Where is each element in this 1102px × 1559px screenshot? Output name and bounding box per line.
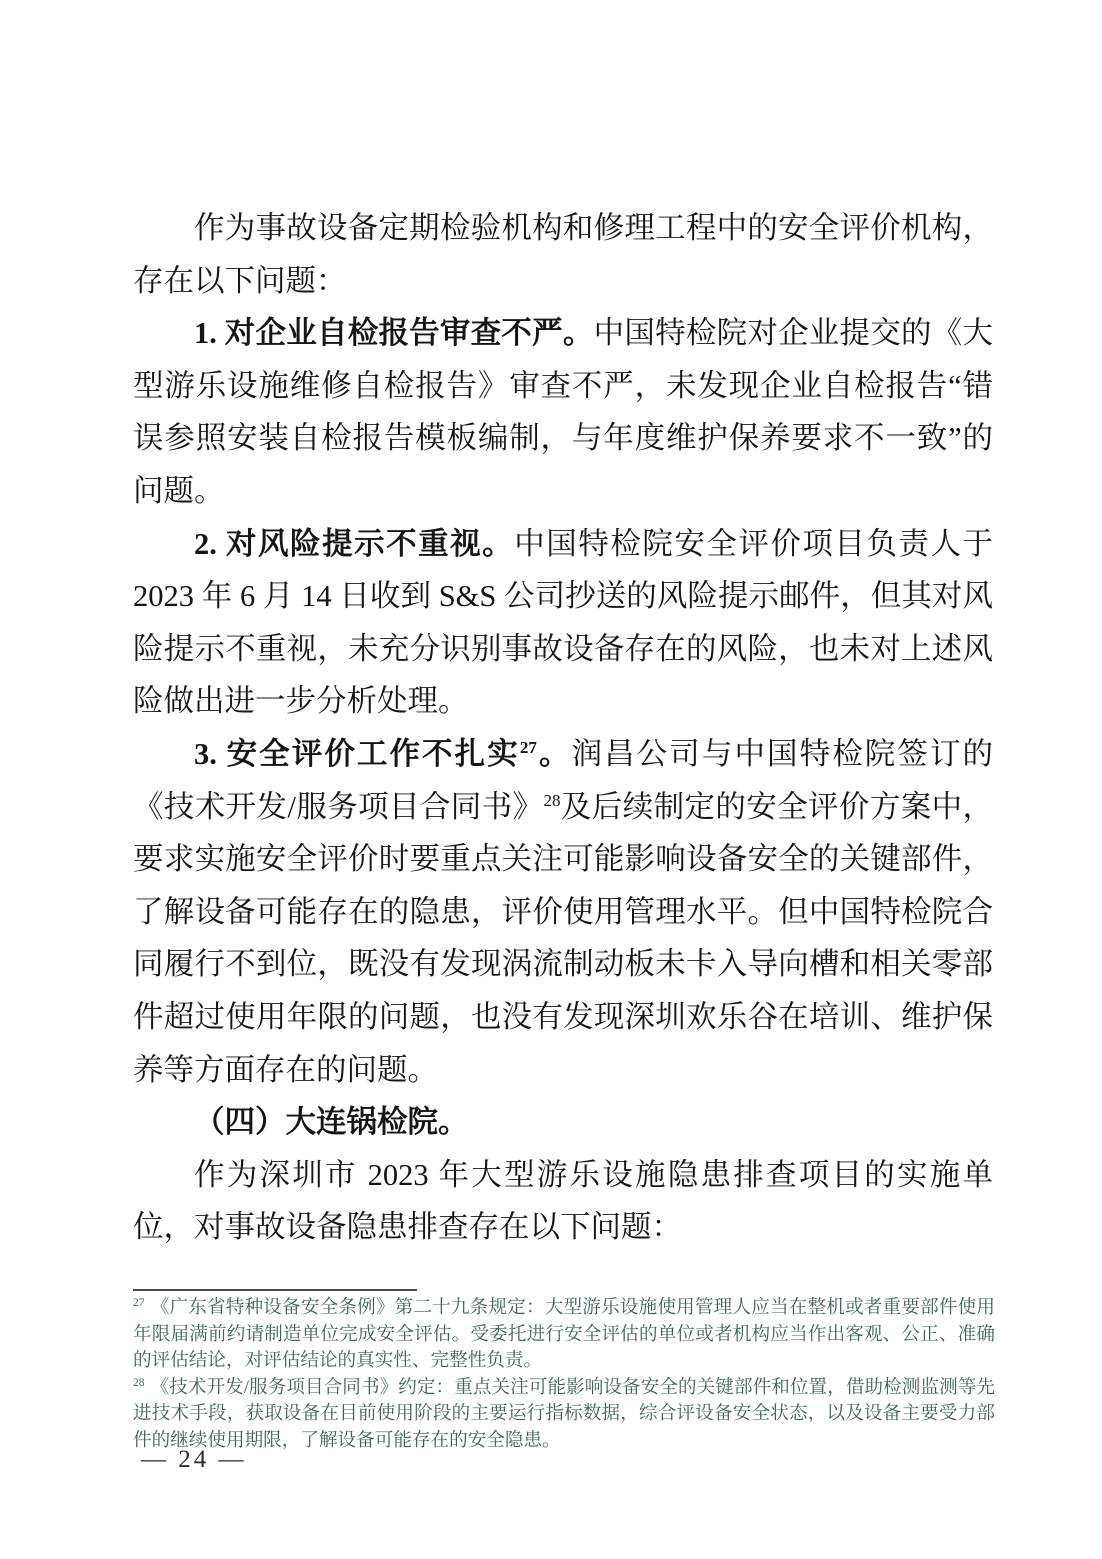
item1-lead: 1. 对企业自检报告审查不严。 — [194, 316, 594, 351]
item1-text: 中国特检院对企业提交的《大型游乐设施维修自检报告》审查不严，未发现企业自检报告“错误参照安装自检报告模板编制，与年度维护保养要求不一致”的问题。 — [133, 316, 994, 508]
footnote-28 — [133, 1375, 995, 1455]
item3-lead-period: 。 — [536, 736, 572, 771]
item3-text-b: 及后续制定的安全评价方案中，要求实施安全评价时要重点关注可能影响设备安全的关键部件，了解设备可能存在的隐患，评价使用管理水平。但中国特检院合同履行不到位，既没有发现涡流制动板未卡入导向槽和相关零部件超过使用年限的问题，也没有发现深圳欢乐谷在培训、维护保养等方面存在的问题。 — [133, 789, 993, 1087]
footnotes-section — [133, 1295, 995, 1455]
footnote-ref-28: 28 — [543, 790, 561, 810]
numbered-item-2 — [133, 518, 993, 728]
intro-paragraph — [133, 202, 993, 307]
item2-lead: 2. 对风险提示不重视。 — [194, 526, 515, 561]
item2-text: 中国特检院安全评价项目负责人于 2023 年 6 月 14 日收到 S&S 公司抄送的风险提示邮件，但其对风险提示不重视，未充分识别事故设备存在的风险，也未对上述风险做出进一步分析处理。 — [133, 526, 994, 719]
closing-paragraph — [133, 1149, 993, 1254]
footnote-ref-27: 27 — [519, 737, 537, 757]
item3-text-a: 润昌公司与中国特检院签订的《技术开发/服务项目合同书》 — [133, 736, 994, 824]
numbered-item-1 — [133, 307, 993, 517]
footnote-27-marker: 27 — [133, 1296, 145, 1309]
numbered-item-3 — [133, 728, 993, 1096]
item3-lead: 3. 安全评价工作不扎实 — [194, 736, 520, 771]
footnote-27 — [133, 1295, 995, 1375]
footnote-separator-rule — [133, 1289, 417, 1291]
page-number: — 24 — — [141, 1446, 247, 1473]
intro-text: 作为事故设备定期检验机构和修理工程中的安全评价机构，存在以下问题： — [133, 211, 993, 298]
section-heading: （四）大连锅检院。 — [194, 1105, 469, 1140]
document-body — [133, 202, 993, 1254]
footnote-27-text: 《广东省特种设备安全条例》第二十九条规定：大型游乐设施使用管理人应当在整机或者重要部件使用年限届满前约请制造单位完成安全评估。受委托进行安全评估的单位或者机构应当作出客观、公正、准确的评估结论，对评估结论的真实性、完整性负责。 — [133, 1297, 995, 1372]
closing-text: 作为深圳市 2023 年大型游乐设施隐患排查项目的实施单位，对事故设备隐患排查存在以下问题： — [133, 1157, 993, 1245]
footnote-28-text: 《技术开发/服务项目合同书》约定：重点关注可能影响设备安全的关键部件和位置，借助检测监测等先进技术手段，获取设备在目前使用阶段的主要运行指标数据，综合评设备安全状态，以及设备主要受力部件的继续使用期限，了解设备可能存在的安全隐患。 — [133, 1376, 995, 1451]
footnote-28-marker: 28 — [133, 1376, 145, 1389]
